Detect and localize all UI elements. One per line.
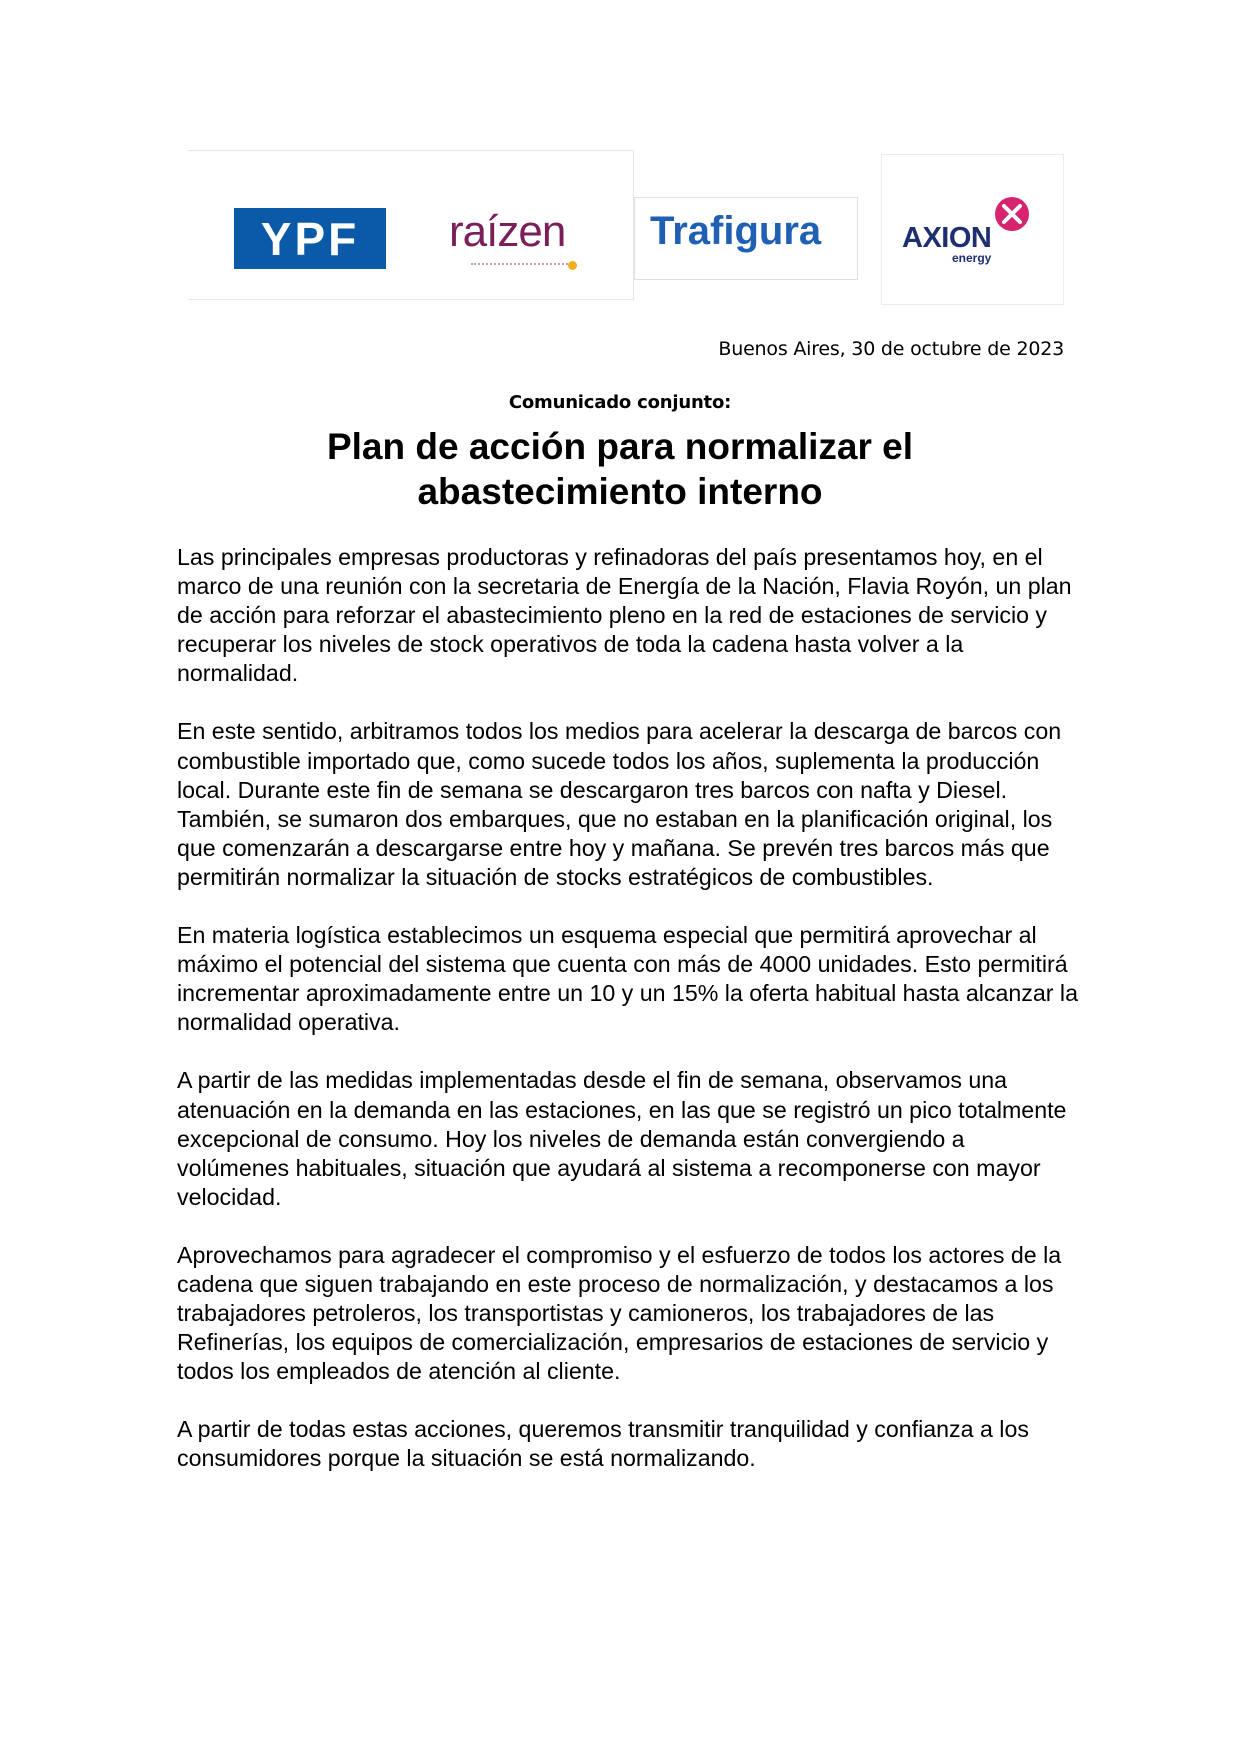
date-line: Buenos Aires, 30 de octubre de 2023 xyxy=(718,338,1064,360)
kicker-label: Comunicado conjunto: xyxy=(508,392,732,413)
paragraph-5: Aprovechamos para agradecer el compromiso y el esfuerzo de todos los actores de la cadena que siguen trabajando en este proceso de normalización, y destacamos a los trabajadores petroleros, los transportistas y camioneros, los trabajadores de las Refinerías, los equipos de comercialización, empresarios de estaciones de servicio y todos los empleados de atención al cliente. xyxy=(177,1241,1062,1385)
shell-dot-icon xyxy=(568,261,577,270)
ypf-logo xyxy=(234,208,386,269)
page-title: Plan de acción para normalizar el abastecimiento interno xyxy=(326,426,914,512)
raizen-logo xyxy=(449,208,589,278)
axion-x-mark-icon xyxy=(992,194,1032,234)
axion-logo-subtext: energy xyxy=(952,251,992,265)
paragraph-2: En este sentido, arbitramos todos los medios para acelerar la descarga de barcos con combustible importado que, como sucede todos los años, suplementa la producción local. Durante este fin de semana se descargaron tres barcos con nafta y Diesel. También, se sumaron dos embarques, que no estaban en la planificación original, los que comenzarán a descargarse entre hoy y mañana. Se prevén tres barcos más que permitirán normalizar la situación de stocks estratégicos de combustibles. xyxy=(177,718,1062,890)
paragraph-3: En materia logística establecimos un esquema especial que permitirá aprovechar al máximo el potencial del sistema que cuenta con más de 4000 unidades. Esto permitirá incrementar aproximadamente entre un 10 y un 15% la oferta habitual hasta alcanzar la normalidad operativa. xyxy=(177,922,1078,1036)
axion-logo xyxy=(902,194,1042,274)
body-text xyxy=(177,543,1082,1503)
raizen-logo-text: raízen xyxy=(449,207,566,256)
trafigura-logo-text: Trafigura xyxy=(650,209,822,253)
raizen-tagline-line xyxy=(471,263,571,268)
paragraph-4: A partir de las medidas implementadas desde el fin de semana, observamos una atenuación en la demanda en las estaciones, en las que se registró un pico totalmente excepcional de consumo. Hoy los niveles de demanda están convergiendo a volúmenes habituales, situación que ayudará al sistema a recomponerse con mayor velocidad. xyxy=(177,1067,1067,1210)
axion-logo-text: AXION xyxy=(902,222,992,254)
paragraph-6: A partir de todas estas acciones, queremos transmitir tranquilidad y confianza a los consumidores porque la situación se está normalizando. xyxy=(177,1416,1029,1472)
ypf-logo-text: YPF xyxy=(260,212,360,265)
trafigura-logo xyxy=(650,208,821,254)
paragraph-1: Las principales empresas productoras y refinadoras del país presentamos hoy, en el marco de una reunión con la secretaria de Energía de la Nación, Flavia Royón, un plan de acción para reforzar el abastecimiento pleno en la red de estaciones de servicio y recuperar los niveles de stock operativos de toda la cadena hasta volver a la normalidad. xyxy=(177,544,1072,687)
